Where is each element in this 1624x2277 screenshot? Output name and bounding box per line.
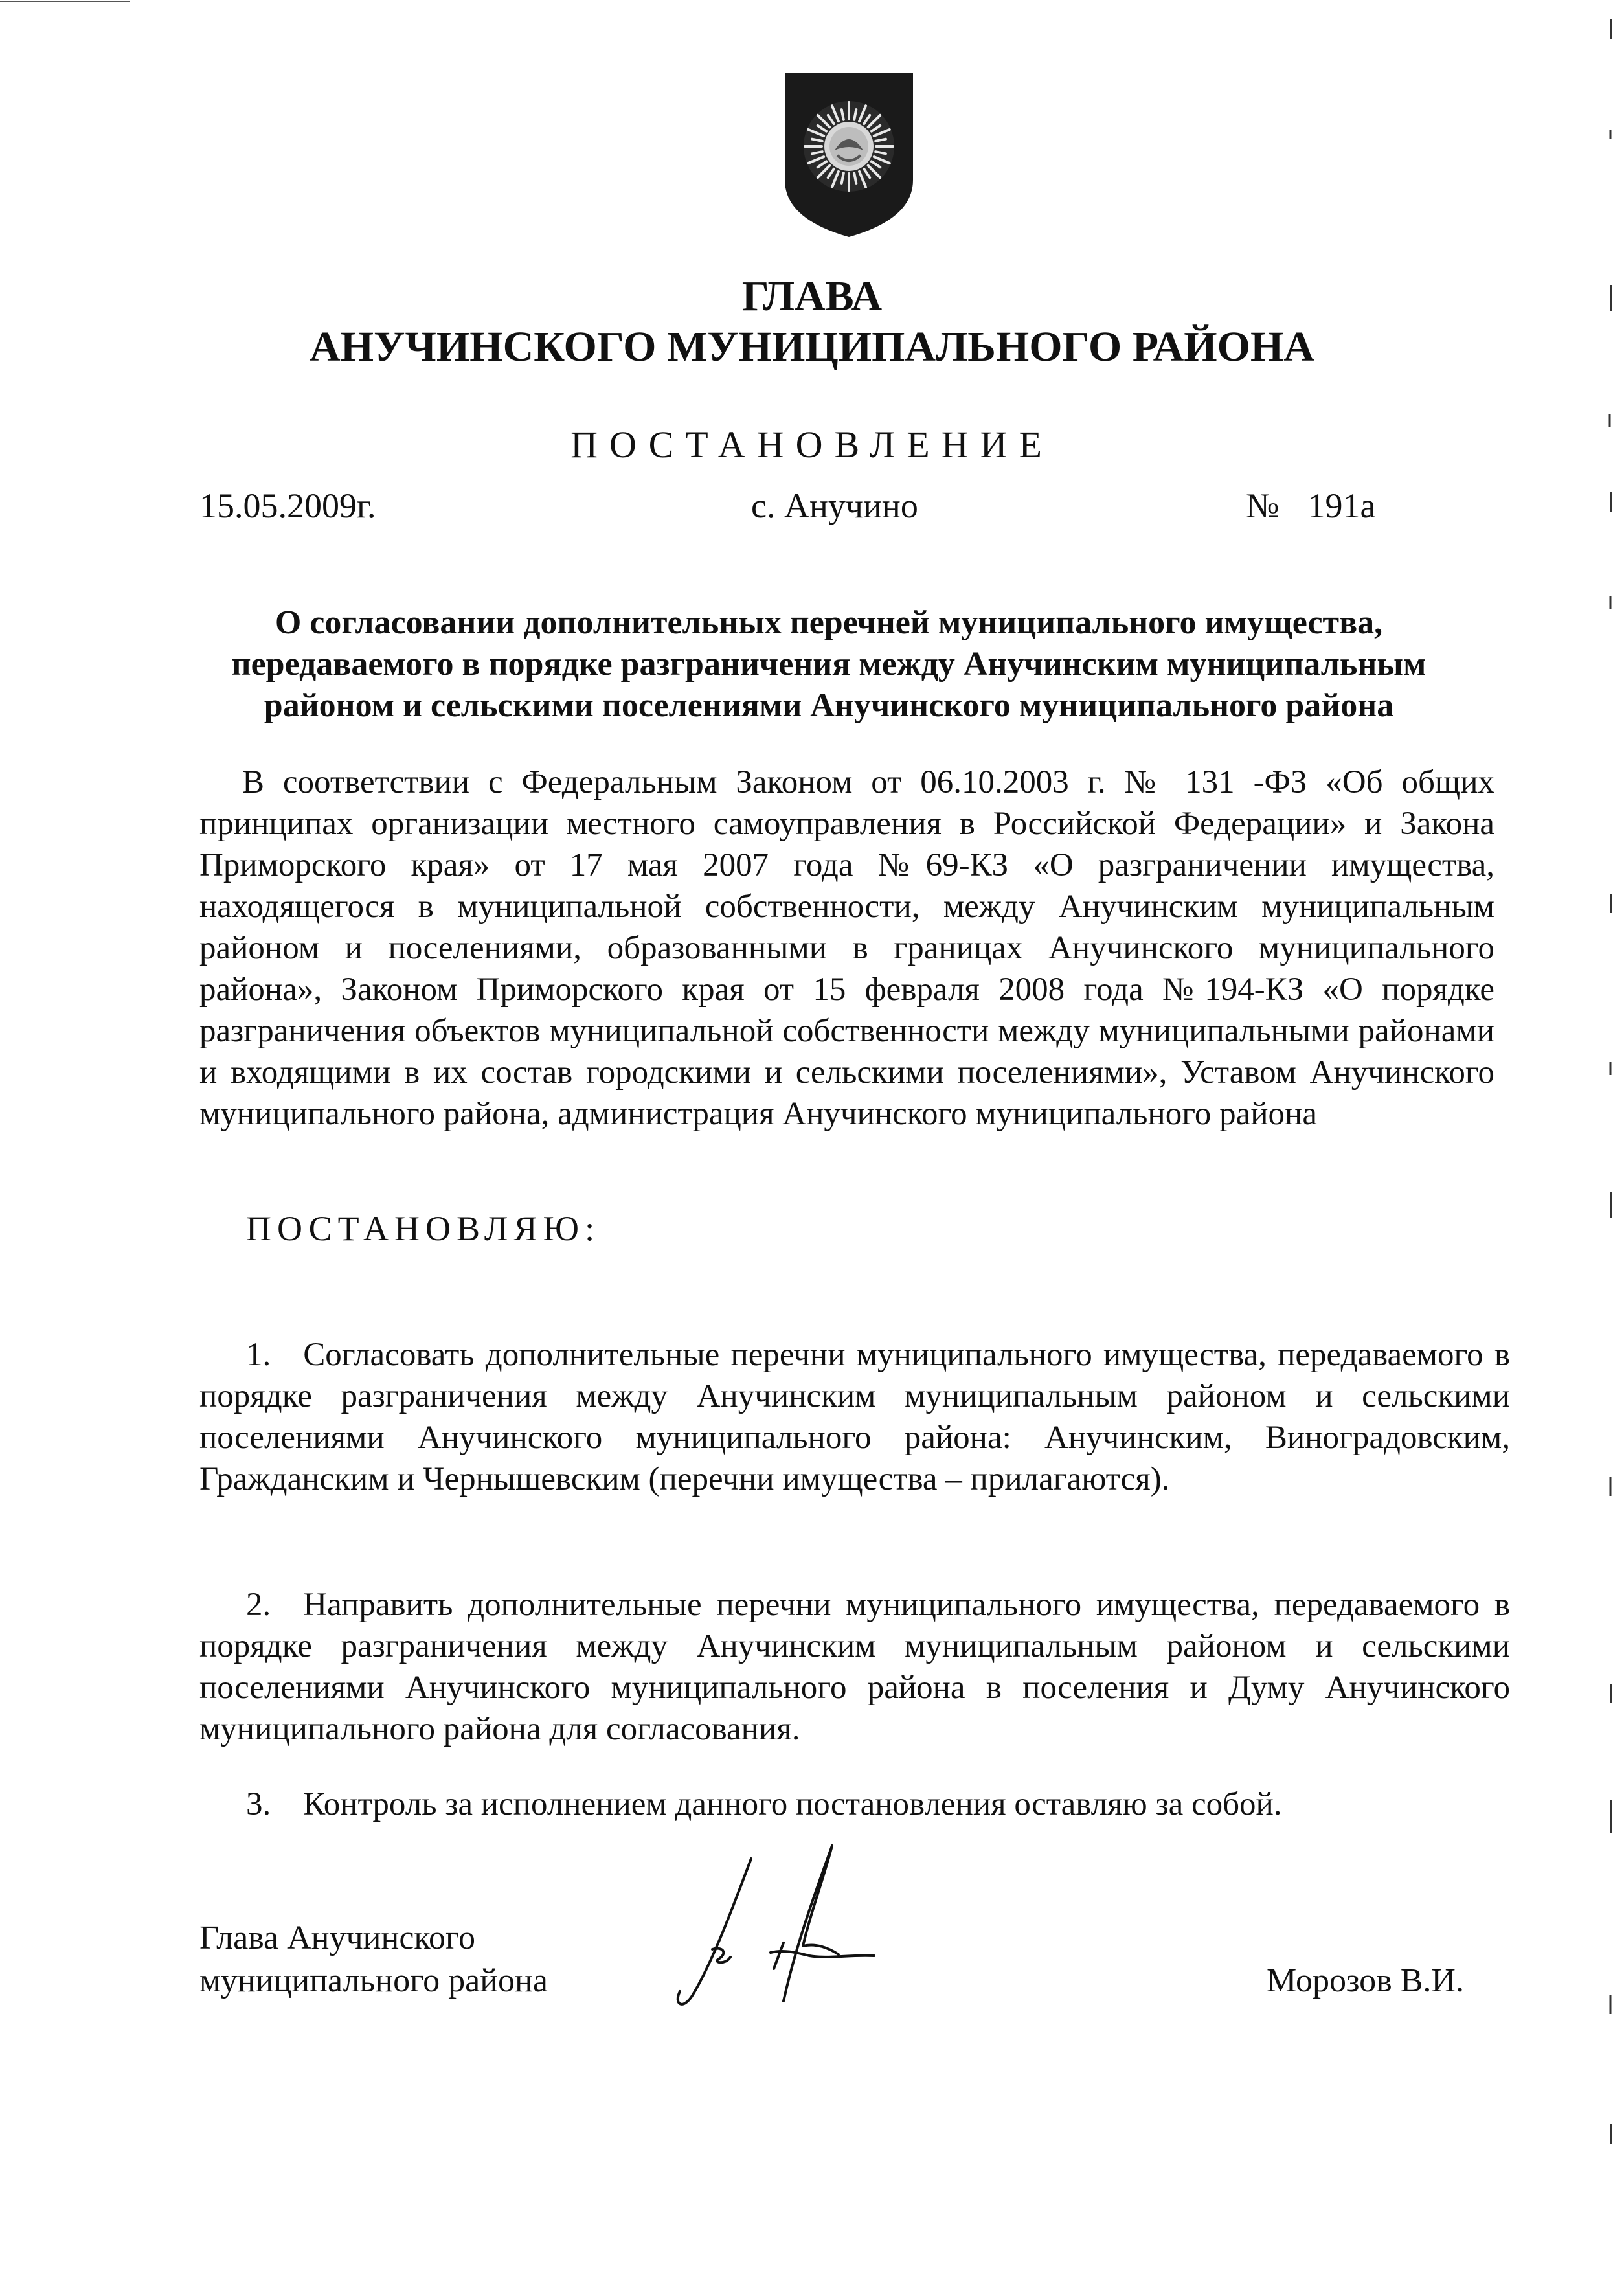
signatory-name: Морозов В.И. [1267,1962,1464,1999]
scan-edge-marks [1605,0,1618,2277]
number-value: 191а [1307,486,1376,525]
document-subject: О согласовании дополнительных перечней муниципального имущества, передаваемого в порядке разграничения между Анучинским муниципальным районом и сельскими поселениями Анучинского муниципального района [231,604,1427,724]
handwritten-signature [654,1839,926,2033]
coat-of-arms-icon [782,70,916,240]
decree-item [199,1334,1510,1500]
signatory-position-line2: муниципального района [199,1962,548,1999]
document-type: ПОСТАНОВЛЕНИЕ [570,424,1054,466]
number-sign: № [1246,486,1280,525]
decree-heading: ПОСТАНОВЛЯЮ: [246,1209,601,1248]
scan-corner-mark [0,0,168,4]
document-date: 15.05.2009г. [199,486,376,525]
document-place: с. Анучино [751,486,918,525]
preamble-paragraph: В соответствии с Федеральным Законом от 06.10.2003 г. № 131 -ФЗ «Об общих принципах организации местного самоуправления в Российской Федерации» и Закона Приморского края» от 17 мая 2007 года №69-КЗ «О разграничении имущества, находящегося в муниципальной собственности, между Анучинским муниципальным районом и поселениями, образованными в границах Анучинского муниципального района», Законом Приморского края от 15 февраля 2008 года №194-КЗ «О порядке разграничения объектов муниципальной собственности между муниципальными районами и входящими в их состав городскими и сельскими поселениями», Уставом Анучинского муниципального района, администрация Анучинского муниципального района [199,764,1494,1132]
signatory-position [199,1917,548,2002]
item-number: 3. [246,1786,271,1822]
item-text: Согласовать дополнительные перечни муниципального имущества, передаваемого в порядке разграничения между Анучинским муниципальным районом и сельскими поселениями Анучинского муниципального района: Анучинским, Виноградовским, Гражданским и Чернышевским (перечни имущества – прилагаются). [199,1337,1510,1497]
header-title: ГЛАВА [741,273,883,320]
signatory-position-line1: Глава Анучинского [199,1920,476,1956]
item-text: Контроль за исполнением данного постановления оставляю за собой. [303,1786,1282,1822]
header-organization: АНУЧИНСКОГО МУНИЦИПАЛЬНОГО РАЙОНА [310,323,1314,370]
document-number [1246,484,1376,527]
item-number: 2. [246,1587,271,1623]
decree-item [199,1784,1510,1825]
item-number: 1. [246,1337,271,1373]
item-text: Направить дополнительные перечни муниципального имущества, передаваемого в порядке разграничения между Анучинским муниципальным районом и сельскими поселениями Анучинского муниципального района в поселения и Думу Анучинского муниципального района для согласования. [199,1587,1510,1747]
decree-item [199,1584,1510,1750]
